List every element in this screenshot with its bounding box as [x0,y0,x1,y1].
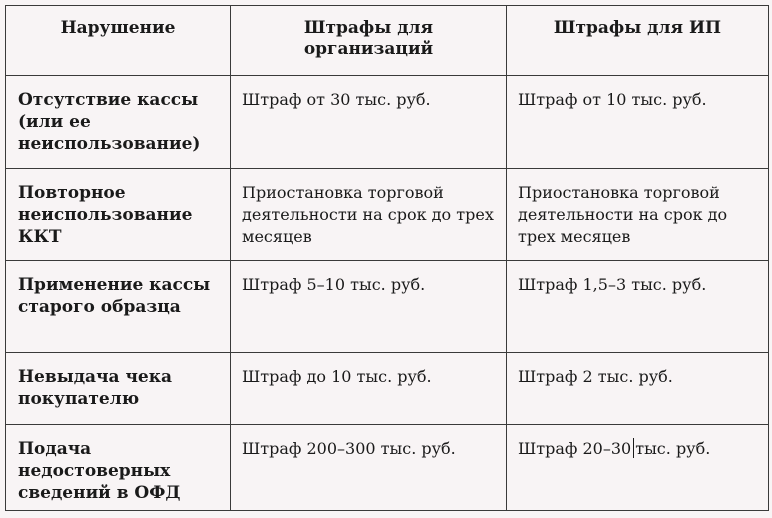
ip-fine-text-end: тыс. руб. [635,439,711,458]
header-ip-fines: Штрафы для ИП [507,6,769,76]
violation-cell: Отсутствие кассы (или ее неиспользование) [6,76,231,169]
ip-fine-cell[interactable] [507,425,769,511]
table-row [6,169,769,261]
ip-fine-cell: Штраф 2 тыс. руб. [507,353,769,425]
ip-fine-text-start: Штраф 20–30 [518,439,632,458]
fines-table [5,5,769,511]
violation-cell: Повторное неиспользование ККТ [6,169,231,261]
org-fine-cell: Штраф до 10 тыс. руб. [231,353,507,425]
header-org-fines: Штрафы для организаций [231,6,507,76]
table-row [6,261,769,353]
ip-fine-cell: Штраф от 10 тыс. руб. [507,76,769,169]
table-row [6,353,769,425]
org-fine-cell: Штраф от 30 тыс. руб. [231,76,507,169]
org-fine-cell: Штраф 200–300 тыс. руб. [231,425,507,511]
table-row [6,425,769,511]
table-header-row [6,6,769,76]
org-fine-cell: Штраф 5–10 тыс. руб. [231,261,507,353]
header-violation: Нарушение [6,6,231,76]
violation-cell: Применение кассы старого образца [6,261,231,353]
violation-cell: Невыдача чека покупателю [6,353,231,425]
violation-cell: Подача недостоверных сведений в ОФД [6,425,231,511]
org-fine-cell: Приостановка торговой деятельности на срок до трех месяцев [231,169,507,261]
ip-fine-cell: Штраф 1,5–3 тыс. руб. [507,261,769,353]
table-row [6,76,769,169]
ip-fine-cell: Приостановка торговой деятельности на срок до трех месяцев [507,169,769,261]
